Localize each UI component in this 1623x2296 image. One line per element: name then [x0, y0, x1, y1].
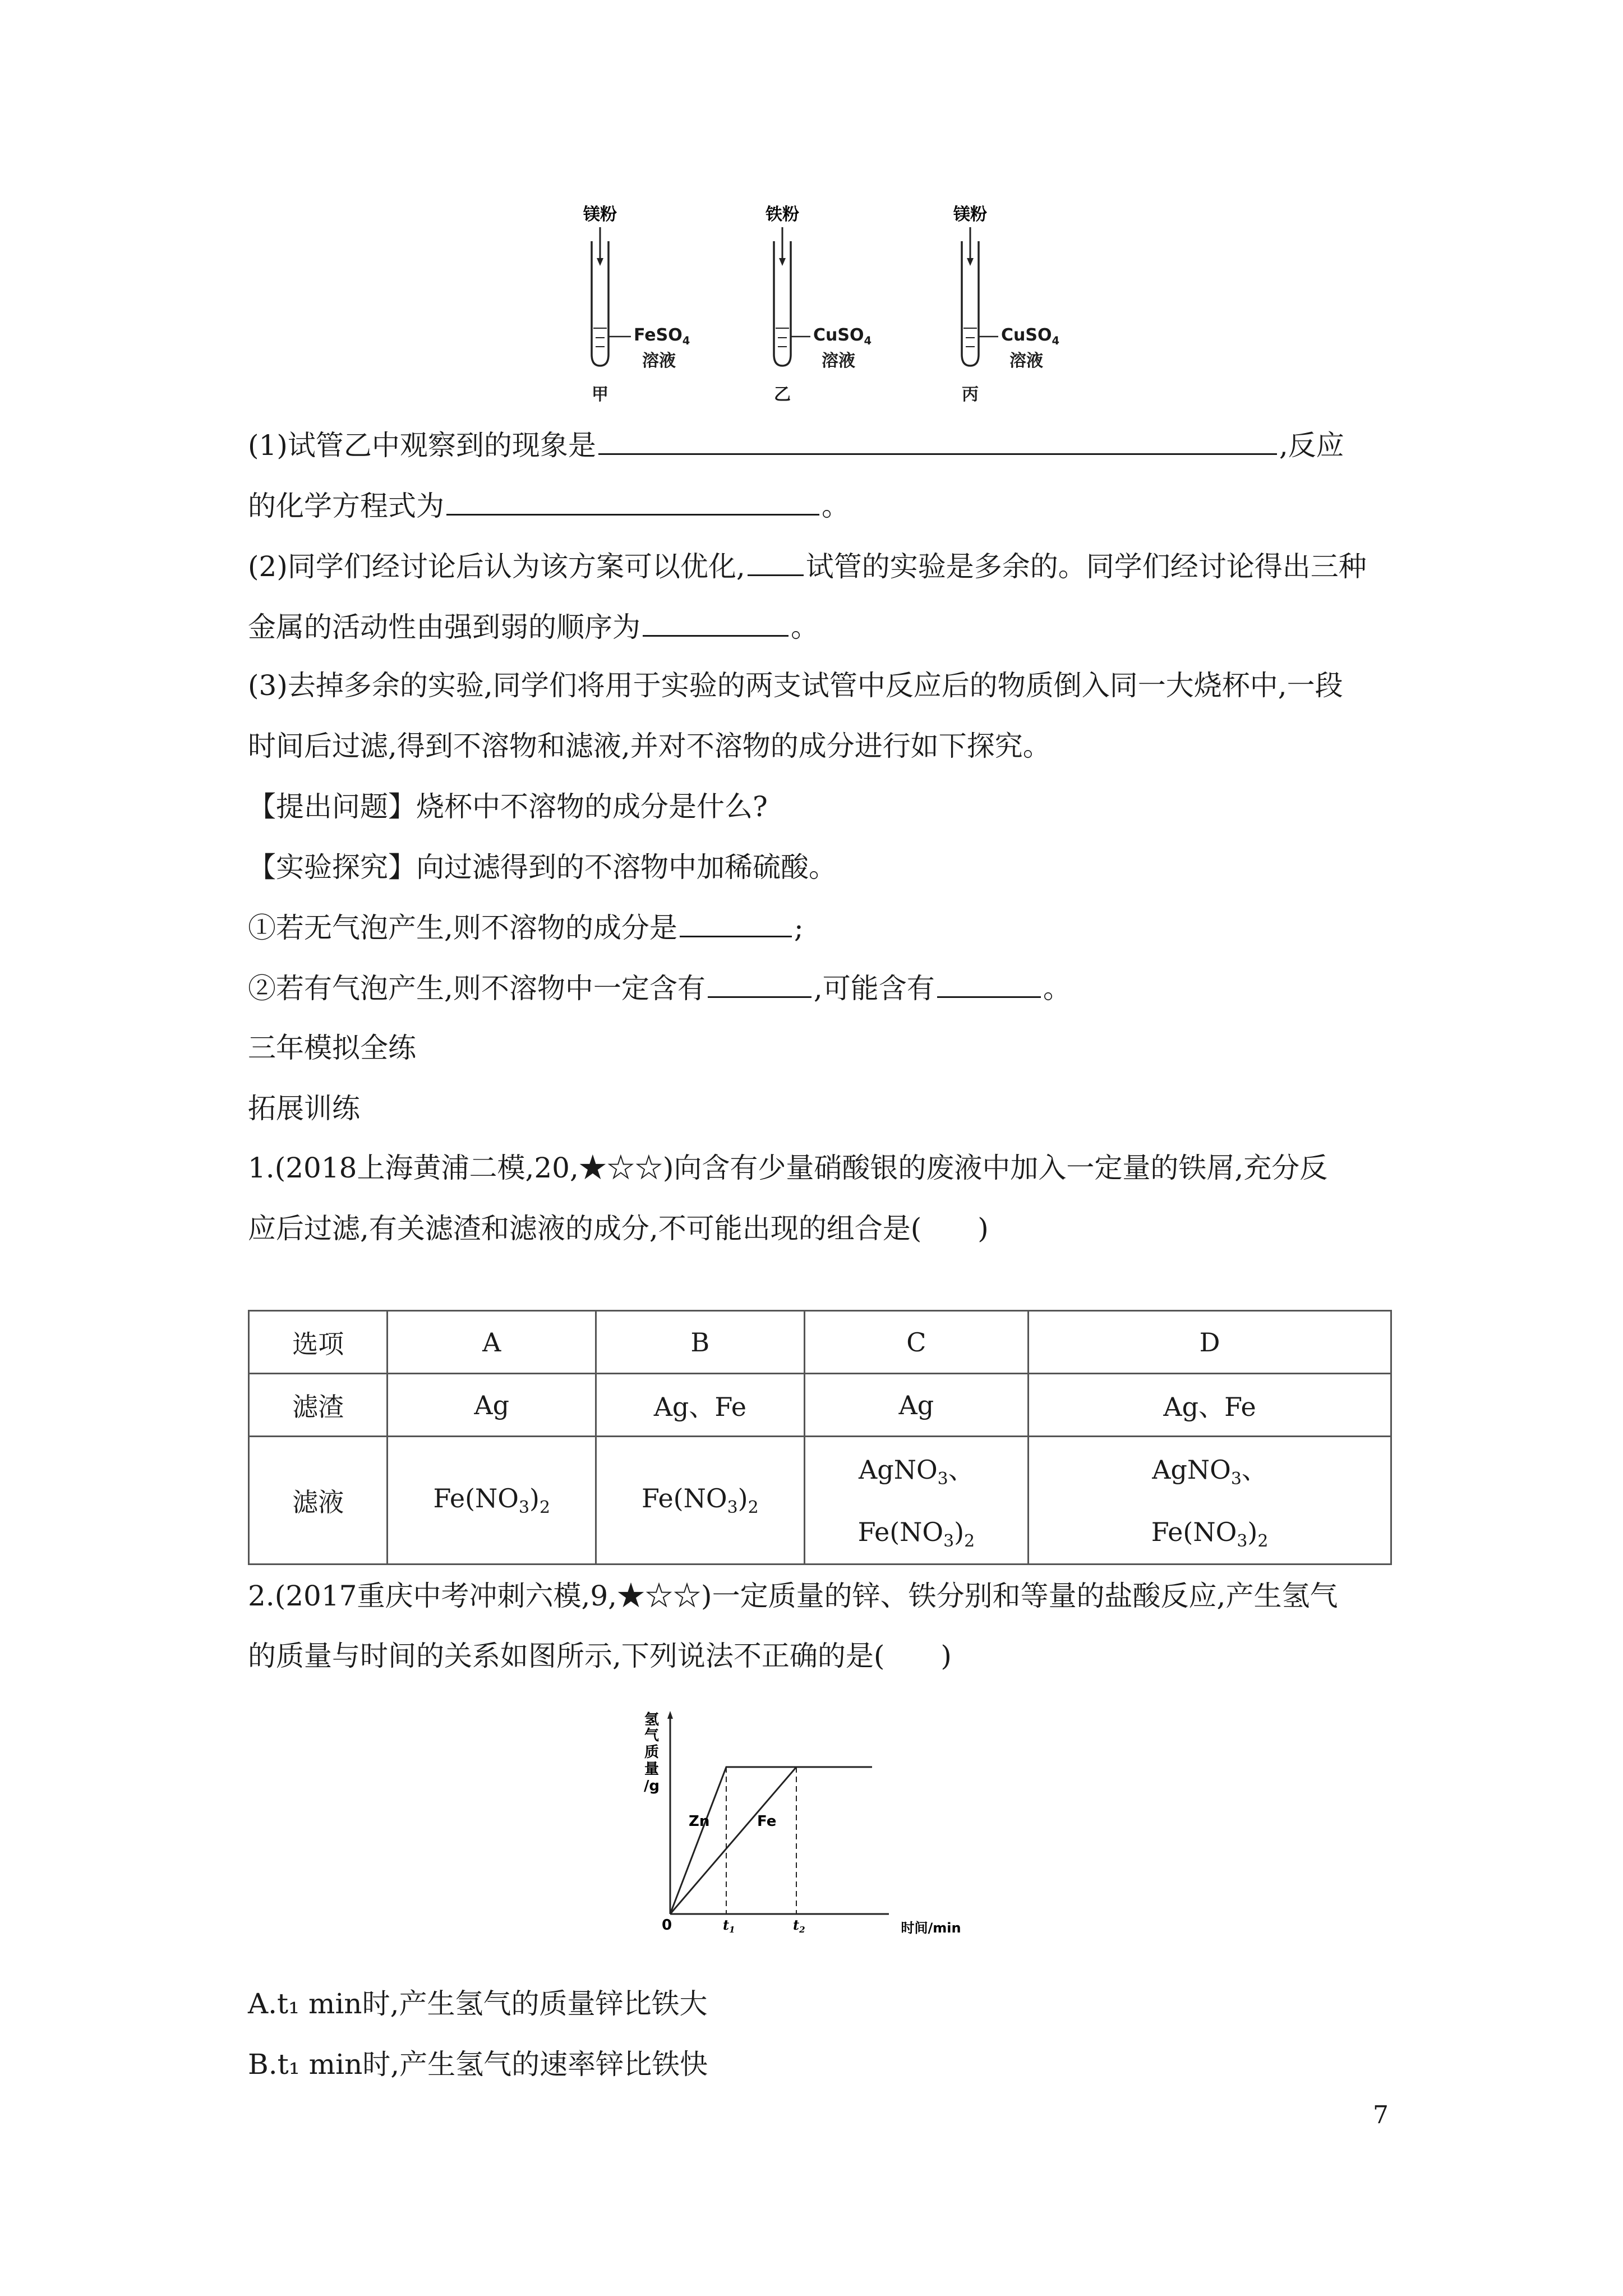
solution-formula-yi: CuSO$_4$ — [813, 325, 872, 347]
answer-blank[interactable] — [446, 488, 819, 516]
option-a: A.t₁ min时,产生氢气的质量锌比铁大 — [248, 1987, 708, 2020]
test-tube-jia — [583, 205, 631, 366]
solution-word-bing: 溶液 — [1009, 351, 1043, 371]
table-header-row — [249, 1311, 1391, 1374]
subsection-title: 拓展训练 — [248, 1092, 360, 1125]
solution-word-yi: 溶液 — [822, 351, 855, 371]
tube-label-yi: 乙 — [774, 385, 791, 404]
cell-line: AgNO$_3$、 — [859, 1454, 974, 1489]
test-tube-yi — [765, 205, 810, 366]
case1-line: ①若无气泡产生,则不溶物的成分是 ; — [248, 910, 804, 945]
table-cell: 选项 — [249, 1311, 388, 1374]
x-axis-label: 时间/min — [901, 1920, 961, 1936]
table-cell — [804, 1437, 1029, 1565]
q2-line1: (2)同学们经讨论后认为该方案可以优化, 试管的实验是多余的。同学们经讨论得出三种 — [248, 549, 1367, 583]
y-axis-arrow — [667, 1711, 673, 1719]
solution-formula-jia: FeSO$_4$ — [634, 325, 690, 347]
solution-word-jia: 溶液 — [642, 351, 676, 371]
powder-label: 镁粉 — [583, 205, 617, 224]
table-row — [249, 1437, 1391, 1565]
x-tick-label: $t_2$ — [793, 1917, 805, 1935]
option-b: B.t₁ min时,产生氢气的速率锌比铁快 — [248, 2048, 708, 2081]
series-label-fe: Fe — [757, 1813, 777, 1830]
options-table — [248, 1310, 1392, 1565]
x-tick-label: $t_1$ — [723, 1917, 735, 1935]
answer-blank[interactable] — [748, 549, 804, 576]
table-cell: C — [804, 1311, 1029, 1374]
page-number: 7 — [1373, 2101, 1389, 2129]
series-line-zn — [670, 1767, 872, 1914]
q3-line1: (3)去掉多余的实验,同学们将用于实验的两支试管中反应后的物质倒入同一大烧杯中,一段 — [248, 669, 1343, 702]
problem2-line1: 2.(2017重庆中考冲刺六模,9,★☆☆)一定质量的锌、铁分别和等量的盐酸反应,产生氢气 — [248, 1580, 1338, 1612]
table-cell: Ag — [804, 1374, 1029, 1437]
problem1-line1: 1.(2018上海黄浦二模,20,★☆☆)向含有少量硝酸银的废液中加入一定量的铁屑,充分反 — [248, 1152, 1328, 1184]
powder-label: 铁粉 — [766, 205, 799, 224]
table-cell — [1029, 1437, 1391, 1565]
y-axis-label-char: 质 — [644, 1744, 660, 1761]
table-cell: D — [1029, 1311, 1391, 1374]
powder-label: 镁粉 — [953, 205, 987, 224]
table-cell: Ag、Fe — [1029, 1374, 1391, 1437]
y-axis-label-char: /g — [643, 1778, 660, 1795]
tube-label-bing: 丙 — [962, 385, 979, 404]
y-axis-label-char: 气 — [644, 1727, 660, 1744]
answer-blank[interactable] — [937, 970, 1041, 998]
test-tube-figure — [561, 196, 1094, 409]
q2-line2: 金属的活动性由强到弱的顺序为 。 — [248, 609, 819, 644]
cell-line: AgNO$_3$、 — [1152, 1454, 1267, 1489]
question-heading: 【提出问题】烧杯中不溶物的成分是什么? — [248, 790, 768, 823]
case2-line: ②若有气泡产生,则不溶物中一定含有 ,可能含有 。 — [248, 970, 1071, 1005]
series-label-zn: Zn — [689, 1813, 710, 1830]
test-tube-bing — [953, 205, 998, 366]
table-row — [249, 1374, 1391, 1437]
q1-line2: 的化学方程式为 。 — [248, 488, 850, 523]
q1-line1: (1)试管乙中观察到的现象是 ,反应 — [248, 427, 1344, 462]
table-cell: $Fe(NO_3)_2$ — [388, 1437, 596, 1565]
table-cell: 滤渣 — [249, 1374, 388, 1437]
experiment-heading: 【实验探究】向过滤得到的不溶物中加稀硫酸。 — [248, 851, 837, 884]
table-cell: $Fe(NO_3)_2$ — [596, 1437, 805, 1565]
hydrogen-mass-chart — [639, 1705, 976, 1941]
table-cell: 滤液 — [249, 1437, 388, 1565]
y-axis-label-char: 氢 — [644, 1711, 660, 1728]
problem1-line2: 应后过滤,有关滤渣和滤液的成分,不可能出现的组合是( ) — [248, 1212, 989, 1245]
table-cell: Ag — [388, 1374, 596, 1437]
cell-line: $Fe(NO_3)_2$ — [857, 1517, 975, 1552]
origin-label: 0 — [662, 1917, 672, 1934]
tube-label-jia: 甲 — [592, 385, 608, 404]
section-title: 三年模拟全练 — [248, 1032, 416, 1064]
answer-blank[interactable] — [680, 910, 792, 937]
y-axis-label — [644, 1711, 660, 1795]
table-cell: Ag、Fe — [596, 1374, 805, 1437]
table-cell: B — [596, 1311, 805, 1374]
series-line-fe — [670, 1767, 872, 1914]
y-axis-label-char: 量 — [644, 1761, 660, 1778]
solution-formula-bing: CuSO$_4$ — [1001, 325, 1060, 347]
answer-blank[interactable] — [598, 427, 1277, 455]
q3-line2: 时间后过滤,得到不溶物和滤液,并对不溶物的成分进行如下探究。 — [248, 730, 1051, 762]
answer-blank[interactable] — [643, 609, 789, 637]
answer-blank[interactable] — [708, 970, 811, 998]
cell-line: $Fe(NO_3)_2$ — [1151, 1517, 1269, 1552]
table-cell: A — [388, 1311, 596, 1374]
problem2-line2: 的质量与时间的关系如图所示,下列说法不正确的是( ) — [248, 1640, 952, 1672]
